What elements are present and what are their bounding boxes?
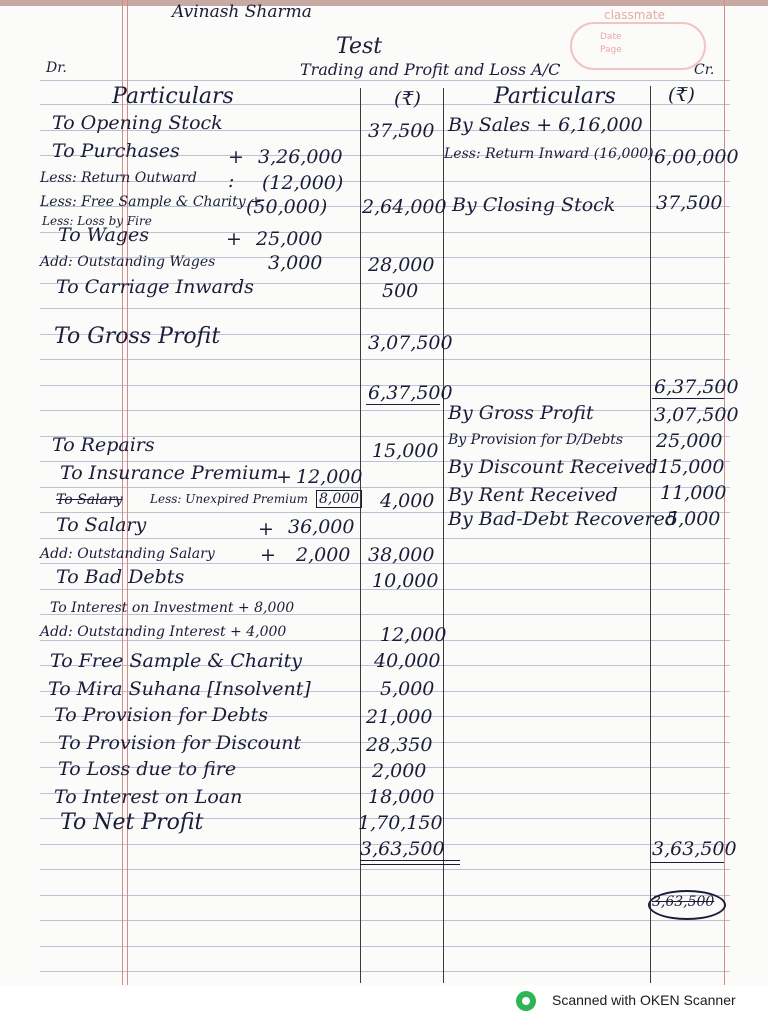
salary-label: To Salary [56,514,147,536]
rent-received-amount: 11,000 [660,482,727,504]
free-sample-charity-amount: 40,000 [374,650,441,672]
purchases-label: To Purchases [52,140,180,162]
free-sample-charity-label: To Free Sample & Charity [50,650,302,672]
outstanding-wages-value: 3,000 [268,252,323,274]
outstanding-salary-label: Add: Outstanding Salary [40,546,215,562]
amount-heading-right: (₹) [668,84,695,106]
purchases-value: 3,26,000 [258,146,343,168]
rent-received-label: By Rent Received [448,484,618,506]
salary-sign: + [258,518,274,540]
rule-line [40,538,730,539]
test-label: Test [336,34,383,59]
rule-line [40,869,730,870]
cr-label: Cr. [694,62,715,78]
provision-debts-amount: 21,000 [366,706,433,728]
author-name: Avinash Sharma [172,2,312,22]
page-top-edge [0,0,768,6]
carriage-label: To Carriage Inwards [56,276,254,298]
bad-debts-label: To Bad Debts [56,566,185,588]
sales-amount: 6,00,000 [654,146,739,168]
interest-investment-label: To Interest on Investment + 8,000 [50,600,295,616]
rule-line [40,946,730,947]
rule-line [40,359,730,360]
discount-received-label: By Discount Received [448,456,658,478]
wages-value: 25,000 [256,228,323,250]
stamp-brand: classmate [604,8,665,22]
outstanding-wages-label: Add: Outstanding Wages [40,254,216,270]
date-page-stamp [570,22,706,70]
closing-stock-label: By Closing Stock [452,194,616,216]
bad-debts-amount: 10,000 [372,570,439,592]
bad-debt-recovered-amount: 5,000 [666,508,721,530]
total-underline [360,860,460,861]
total-underline [650,862,724,863]
gross-profit-label: To Gross Profit [54,324,221,349]
outstanding-wages-amount: 28,000 [368,254,435,276]
sales-label: By Sales + 6,16,000 [448,114,643,136]
unexpired-premium-amount: 4,000 [380,490,435,512]
dr-label: Dr. [46,60,67,76]
salary-value: 36,000 [288,516,355,538]
unexpired-premium-label: Less: Unexpired Premium [150,492,309,506]
repairs-label: To Repairs [52,434,155,456]
repairs-amount: 15,000 [372,440,439,462]
free-sample-label: Less: Free Sample & Charity + [40,194,262,210]
stamp-page-label: Page [600,45,622,55]
bad-debt-recovered-label: By Bad-Debt Recovered [448,508,678,530]
return-inward-label: Less: Return Inward (16,000) [444,146,654,162]
rule-line [40,308,730,309]
return-outward-sign: : [228,170,235,192]
unexpired-premium-value: 8,000 [316,490,362,508]
outstanding-salary-amount: 38,000 [368,544,435,566]
rule-line [40,920,730,921]
stamp-date-label: Date [600,32,622,42]
provision-debts-label: To Provision for Debts [54,704,268,726]
trading-total-credit: 6,37,500 [654,376,739,398]
rule-line [40,971,730,972]
wages-label: To Wages [58,224,150,246]
free-sample-value: (50,000) [246,196,328,218]
opening-stock-label: To Opening Stock [52,112,223,134]
insurance-sign: + [276,466,292,488]
gross-profit-credit-amount: 3,07,500 [654,404,739,426]
oken-logo-icon [516,991,536,1011]
discount-received-amount: 15,000 [658,456,725,478]
wages-sign: + [226,228,242,250]
insurance-label: To Insurance Premium [60,462,279,484]
pl-total-credit: 3,63,500 [652,838,737,860]
insurance-value: 12,000 [296,466,363,488]
carriage-amount: 500 [382,280,419,302]
total-double-underline [360,864,460,865]
gross-profit-amount: 3,07,500 [368,332,453,354]
total-underline [652,398,724,399]
net-profit-amount: 1,70,150 [358,812,443,834]
provision-discount-label: To Provision for Discount [58,732,302,754]
particulars-heading-right: Particulars [494,84,616,109]
loss-fire-amount: 2,000 [372,760,427,782]
column-divider [650,86,651,983]
rule-line [40,80,730,81]
rule-line [40,410,730,411]
outstanding-salary-sign: + [260,544,276,566]
mira-suhana-label: To Mira Suhana [Insolvent] [48,678,311,700]
provision-ddebts-amount: 25,000 [656,430,723,452]
return-outward-value: (12,000) [262,172,344,194]
closing-stock-amount: 37,500 [656,192,723,214]
total-underline [366,404,440,405]
provision-ddebts-label: By Provision for D/Debts [448,432,624,448]
crossed-total: 3,63,500 [652,894,715,910]
gross-profit-credit-label: By Gross Profit [448,402,594,424]
net-profit-label: To Net Profit [60,810,204,835]
outstanding-interest-amount: 12,000 [380,624,447,646]
amount-heading-left: (₹) [394,88,421,110]
struck-salary-label: To Salary [56,492,123,508]
purchases-sign: + [228,146,244,168]
interest-loan-label: To Interest on Loan [54,786,243,808]
return-outward-label: Less: Return Outward [40,170,197,186]
outstanding-interest-label: Add: Outstanding Interest + 4,000 [40,624,287,640]
account-title: Trading and Profit and Loss A/C [300,60,561,79]
outstanding-salary-value: 2,000 [296,544,351,566]
interest-loan-amount: 18,000 [368,786,435,808]
provision-discount-amount: 28,350 [366,734,433,756]
particulars-heading-left: Particulars [112,84,234,109]
free-sample-amount: 2,64,000 [362,196,447,218]
loss-fire-label: To Loss due to fire [58,758,237,780]
loss-by-fire-label: Less: Loss by Fire [42,214,152,228]
opening-stock-amount: 37,500 [368,120,435,142]
mira-suhana-amount: 5,000 [380,678,435,700]
pl-total-debit: 3,63,500 [360,838,445,860]
rule-line [40,895,730,896]
trading-total-debit: 6,37,500 [368,382,453,404]
scanner-watermark: Scanned with OKEN Scanner [552,992,736,1008]
rule-line [40,487,730,488]
